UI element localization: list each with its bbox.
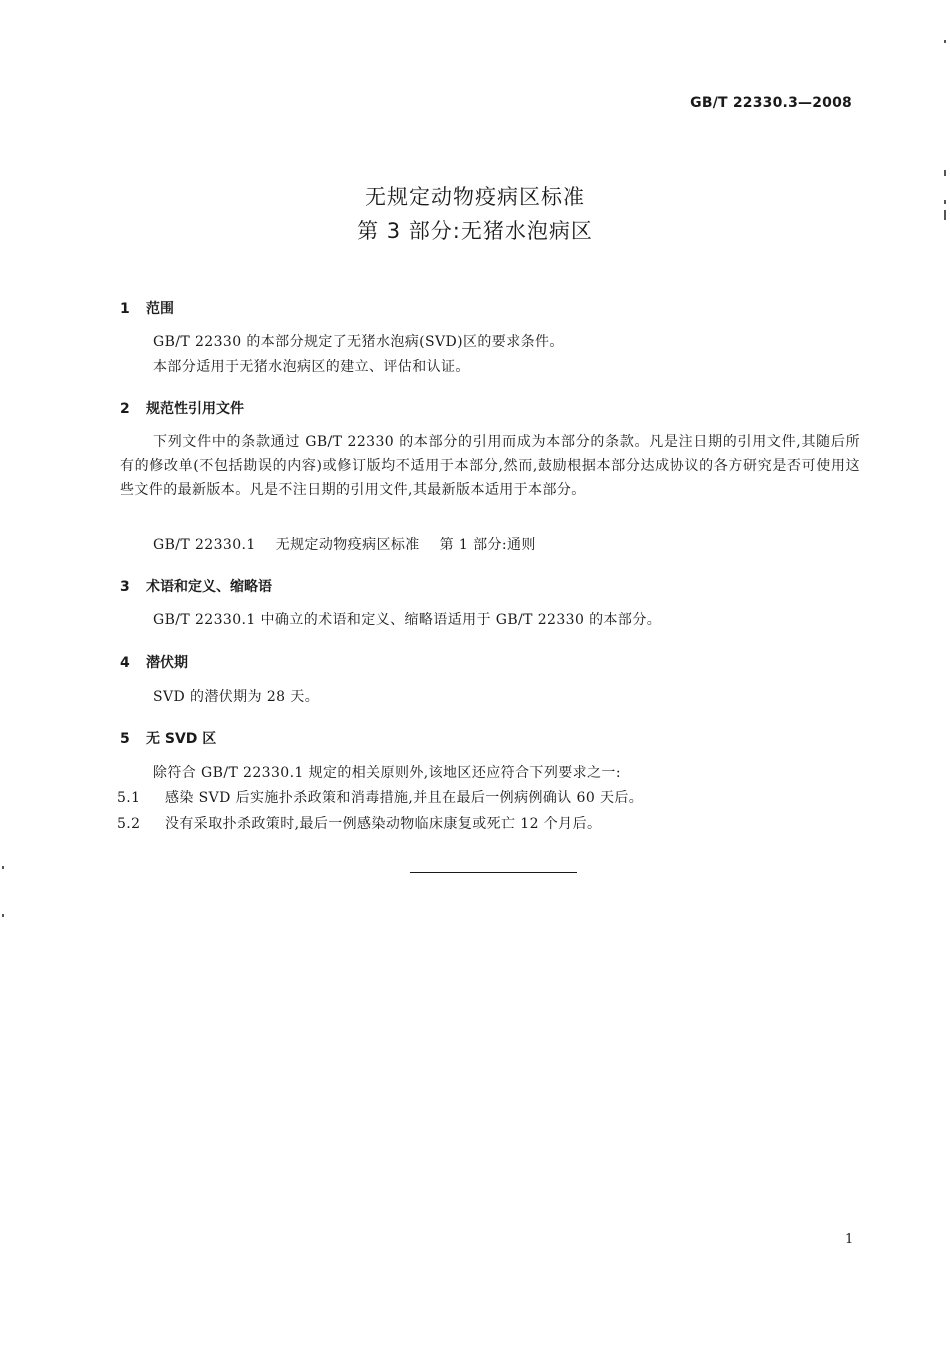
section-4-paragraph-1: SVD 的潜伏期为 28 天。	[153, 689, 320, 705]
section-title: 范围	[146, 301, 174, 317]
clause-text: 感染 SVD 后实施扑杀政策和消毒措施,并且在最后一例病例确认 60 天后。	[165, 790, 644, 806]
clause-number: 5.2	[117, 816, 141, 832]
section-title: 规范性引用文件	[146, 401, 244, 417]
scan-mark	[944, 210, 946, 220]
page-number: 1	[845, 1232, 854, 1247]
section-3-heading	[120, 576, 272, 596]
section-number: 3	[120, 579, 130, 595]
clause-5-2	[117, 812, 601, 836]
section-title: 无 SVD 区	[146, 731, 217, 747]
section-5-heading	[120, 728, 216, 748]
scan-mark	[2, 914, 4, 917]
scan-mark	[944, 40, 946, 43]
scan-mark	[944, 170, 946, 176]
section-title: 潜伏期	[146, 655, 188, 671]
section-number: 1	[120, 301, 130, 317]
reference-code: GB/T 22330.1	[153, 537, 256, 553]
reference-title: 无规定动物疫病区标准	[275, 537, 420, 553]
document-title: 无规定动物疫病区标准	[365, 185, 585, 209]
section-number: 2	[120, 401, 130, 417]
section-1-paragraph-2: 本部分适用于无猪水泡病区的建立、评估和认证。	[153, 359, 470, 375]
reference-part: 第 1 部分:通则	[439, 537, 536, 553]
normative-reference	[153, 533, 536, 557]
section-2-paragraph-1: 下列文件中的条款通过 GB/T 22330 的本部分的引用而成为本部分的条款。凡是注日期的引用文件,其随后所有的修改单(不包括勘误的内容)或修订版均不适用于本部分,然而,鼓励根据本部分达成协议的各方研究是否可使用这些文件的最新版本。凡是不注日期的引用文件,其最新版本适用于本部分。	[120, 434, 860, 498]
document-subtitle: 第 3 部分:无猪水泡病区	[357, 219, 593, 243]
section-1-heading	[120, 298, 174, 318]
clause-number: 5.1	[117, 790, 141, 806]
section-number: 5	[120, 731, 130, 747]
section-1-paragraph-1: GB/T 22330 的本部分规定了无猪水泡病(SVD)区的要求条件。	[153, 334, 564, 350]
end-of-document-rule	[410, 872, 577, 873]
section-2-heading	[120, 398, 244, 418]
section-title: 术语和定义、缩略语	[146, 579, 272, 595]
standard-code: GB/T 22330.3—2008	[690, 95, 852, 111]
scan-mark	[944, 200, 946, 204]
section-number: 4	[120, 655, 130, 671]
clause-text: 没有采取扑杀政策时,最后一例感染动物临床康复或死亡 12 个月后。	[165, 816, 602, 832]
scan-mark	[2, 866, 4, 869]
section-4-heading	[120, 652, 188, 672]
section-3-paragraph-1: GB/T 22330.1 中确立的术语和定义、缩略语适用于 GB/T 22330 的本部分。	[153, 612, 662, 628]
clause-5-1	[117, 786, 643, 810]
section-5-paragraph-1: 除符合 GB/T 22330.1 规定的相关原则外,该地区还应符合下列要求之一:	[153, 765, 621, 781]
